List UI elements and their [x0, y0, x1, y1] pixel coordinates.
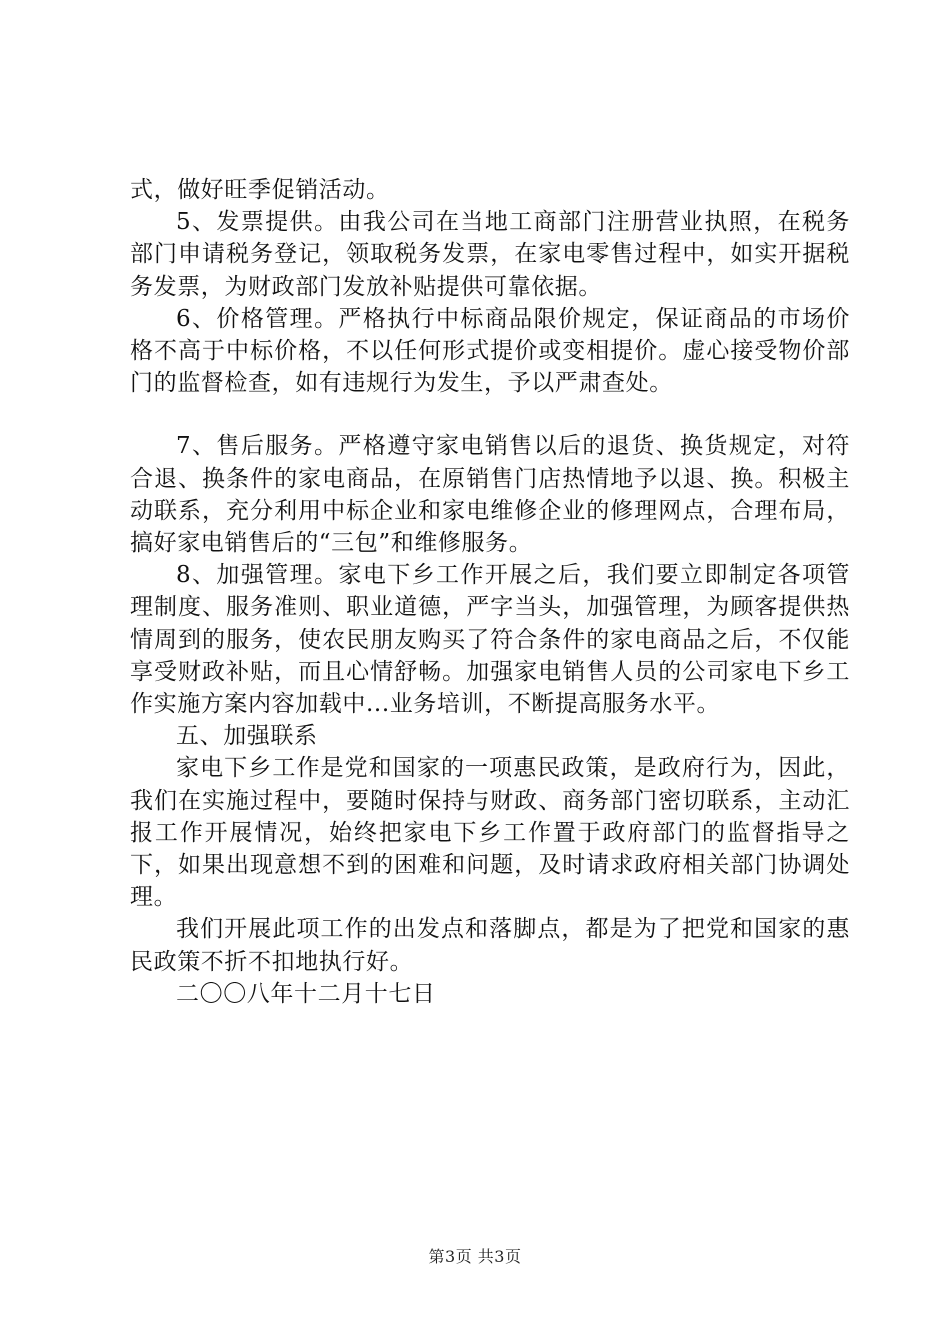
- paragraph-management: 8、加强管理。家电下乡工作开展之后，我们要立即制定各项管理制度、服务准则、职业道德，严字当头，加强管理，为顾客提供热情周到的服务，使农民朋友购买了符合条件的家电商品之后，不仅能享受财政补贴，而且心情舒畅。加强家电销售人员的公司家电下乡工作实施方案内容加载中...业务培训，不断提高服务水平。: [130, 562, 850, 718]
- page-number-label: 第3页 共3页: [428, 1247, 522, 1266]
- paragraph-price-management: 6、价格管理。严格执行中标商品限价规定，保证商品的市场价格不高于中标价格，不以任何形式提价或变相提价。虚心接受物价部门的监督检查，如有违规行为发生，予以严肃查处。: [130, 305, 850, 397]
- paragraph-continuation: 式，做好旺季促销活动。: [130, 177, 390, 203]
- section-heading-contact: 五、加强联系: [176, 723, 318, 750]
- paragraph-after-sales: 7、售后服务。严格遵守家电销售以后的退货、换货规定，对符合退、换条件的家电商品，在原销售门店热情地予以退、换。积极主动联系，充分利用中标企业和家电维修企业的修理网点，合理布局，搞好家电销售后的“三包”和维修服务。: [130, 433, 850, 557]
- document-body: [130, 174, 850, 1010]
- paragraph-invoice: 5、发票提供。由我公司在当地工商部门注册营业执照，在税务部门申请税务登记，领取税务发票，在家电零售过程中，如实开据税务发票，为财政部门发放补贴提供可靠依据。: [130, 209, 850, 300]
- paragraph-contact: 家电下乡工作是党和国家的一项惠民政策，是政府行为，因此，我们在实施过程中，要随时保持与财政、商务部门密切联系，主动汇报工作开展情况，始终把家电下乡工作置于政府部门的监督指导之下，如果出现意想不到的困难和问题，及时请求政府相关部门协调处理。: [130, 755, 850, 911]
- paragraph-gap: [130, 399, 850, 430]
- page-footer: [0, 1244, 950, 1267]
- document-date: 二〇〇八年十二月十七日: [176, 980, 436, 1007]
- paragraph-purpose: 我们开展此项工作的出发点和落脚点，都是为了把党和国家的惠民政策不折不扣地执行好。: [130, 916, 850, 975]
